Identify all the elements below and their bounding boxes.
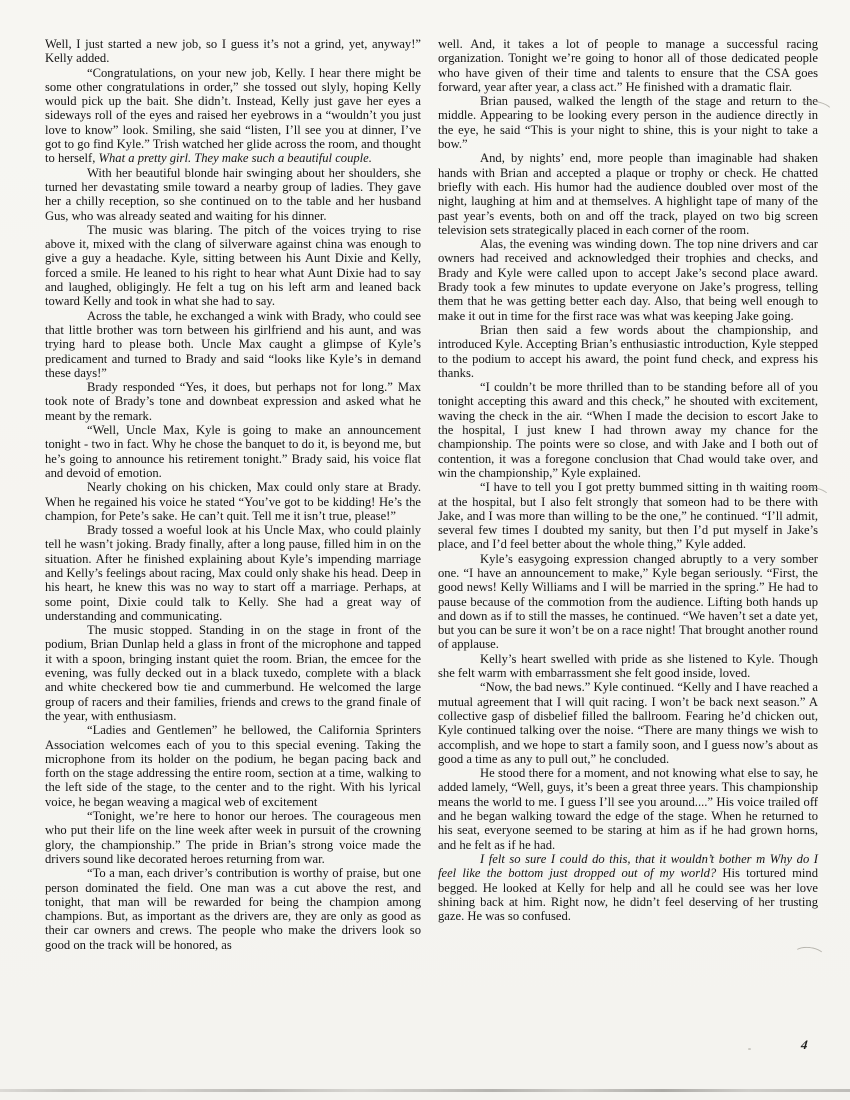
text-run: Well, I just started a new job, so I guess it’s not a grind, yet, anyway!” Kelly added. xyxy=(45,37,421,66)
text-run: Brady responded “Yes, it does, but perhaps not for long.” Max took note of Brady’s tone and downbeat expression and asked what he meant by the remark. xyxy=(45,380,421,423)
paragraph xyxy=(438,237,818,323)
paragraph xyxy=(438,37,818,94)
text-run: “Congratulations, on your new job, Kelly. I hear there might be some other congratulations in order,” she tossed out slyly, hoping Kelly would pick up the bait. She didn’t. Instead, Kelly just gave her eyes a sideways roll of the eyes and raised her eyebrows in a “wouldn’t you just love to know” look. Smiling, she said “listen, I’ll see you at dinner, I’ve got to go find Kyle.” Trish watched her glide across the room, and thought to herself, xyxy=(45,65,421,166)
paragraph xyxy=(45,623,421,723)
italic-text-run: What a pretty girl. They make such a beautiful couple. xyxy=(98,151,372,166)
page-number: 4 xyxy=(800,1037,809,1052)
text-run: He stood there for a moment, and not knowing what else to say, he added lamely, “Well, guys, it’s been a great three years. This championship means the world to me. I guess I’ll see you around....” His voice trailed off and he began walking toward the edge of the stage. When he returned to his seat, everyone seemed to be staring at him as if he had grown horns, and he felt as if he had. xyxy=(438,766,818,852)
paragraph xyxy=(438,94,818,151)
text-run: Nearly choking on his chicken, Max could only stare at Brady. When he regained his voice he stated “You’ve got to be kidding! He’s the champion, for Pete’s sake. He can’t quit. Tell me it isn’t true, please!” xyxy=(45,480,421,523)
paragraph xyxy=(438,652,818,681)
paragraph xyxy=(45,423,421,480)
text-run: Brady tossed a woeful look at his Uncle Max, who could plainly tell he wasn’t joking. Brady finally, after a long pause, filled him in on the situation. After he finished explaining about Kyle’s impending marriage and Kelly’s feelings about racing, Max could only shake his head. Deep in his heart, he knew this was no way to start off a marriage. Perhaps, at some point, Dixie could talk to Kelly. She had a great way of understanding and communicating. xyxy=(45,523,421,623)
text-run: With her beautiful blonde hair swinging about her shoulders, she turned her devastating smile toward a nearby group of ladies. They gave her a chilly reception, so she continued on to the table and her husband Gus, who was already seated and waiting for his dinner. xyxy=(45,165,421,223)
paragraph xyxy=(45,866,421,952)
text-run: Across the table, he exchanged a wink with Brady, who could see that little brother was torn between his girlfriend and his aunt, and was trying hard to please both. Uncle Max caught a glimpse of Kyle’s predicament and turned to Brady and said “looks like Kyle’s in demand these days!” xyxy=(45,308,421,380)
text-run: “I have to tell you I got pretty bummed sitting in th waiting room at the hospital, but I also felt strongly that someon had to be there with Jake, and I was more than willing to be the one,” he continued. “I’ll admit, several few times I doubted my sanity, but then I’d put myself in Jake’s place, and I’d feel better about the whole thing,” Kyle added. xyxy=(438,480,818,552)
text-run: And, by nights’ end, more people than imaginable had shaken hands with Brian and accepted a plaque or trophy or check. He chatted briefly with each. His humor had the audience doubled over most of the night, laughing at him and at themselves. A highlight tape of many of the past year’s events, both on and off the track, played on two big screen television sets strategically placed in each corner of the room. xyxy=(438,151,818,237)
text-run: “Well, Uncle Max, Kyle is going to make an announcement tonight - two in fact. Why he chose the banquet to do it, is beyond me, but he’s going to announce his retirement tonight.” Brady said, his voice flat and devoid of emotion. xyxy=(45,423,421,480)
paragraph xyxy=(438,852,818,923)
paragraph xyxy=(45,223,421,309)
text-run: The music stopped. Standing in on the stage in front of the podium, Brian Dunlap held a glass in front of the microphone and tapped it with a spoon, bringing instant quiet the room. Brian, the emcee for the evening, was fully decked out in a black tuxedo, complete with a black and white checkered bow tie and cummerbund. He welcomed the large group of racers and their families, friends and crews to the grand finale of the year, with enthusiasm. xyxy=(45,623,421,723)
paragraph xyxy=(438,680,818,766)
text-column-left xyxy=(45,37,421,952)
scan-edge-bar xyxy=(0,1089,850,1092)
text-run: His tortured mind begged. He looked at Kelly for help and all he could see was her love shining back at him. Right now, he didn’t feel deserving of her trusting gaze. He was so confused. xyxy=(438,866,818,924)
text-run: Kyle’s easygoing expression changed abruptly to a very somber one. “I have an announcement to make,” Kyle began seriously. “First, the good news! Kelly Williams and I will be married in the spring.” He had to pause because of the commotion from the audience. Lifting both hands up and down as if to still the masses, he continued. “We haven’t set a date yet, but you can be sure it won’t be on a race night! That brought another round of applause. xyxy=(438,551,818,652)
paragraph xyxy=(438,766,818,852)
paragraph xyxy=(438,323,818,380)
paragraph xyxy=(438,380,818,480)
paragraph xyxy=(438,552,818,652)
scan-curl-artifact xyxy=(792,945,826,965)
paragraph xyxy=(45,523,421,623)
text-run: Brian then said a few words about the championship, and introduced Kyle. Accepting Brian’s enthusiastic introduction, Kyle stepped to the podium to accept his award, the point fund check, and express his thanks. xyxy=(438,322,818,380)
paragraph xyxy=(45,166,421,223)
paragraph xyxy=(45,723,421,809)
text-column-right xyxy=(438,37,818,923)
text-run: “Tonight, we’re here to honor our heroes. The courageous men who put their life on the line week after week in pursuit of the crowning glory, the championship.” The pride in Brian’s strong voice made the drivers sound like decorated heroes returning from war. xyxy=(45,809,421,866)
text-run: “Ladies and Gentlemen” he bellowed, the California Sprinters Association welcomes each of you to this special evening. Taking the microphone from its holder on the podium, he began pacing back and forth on the stage addressing the entire room, section at a time, walking to the left side of the stage, to the center and to the right. With his lyrical voice, he began weaving a magical web of excitement xyxy=(45,723,421,809)
paragraph xyxy=(438,151,818,237)
text-run: Alas, the evening was winding down. The top nine drivers and car owners had received and acknowledged their trophies and checks, and Brady and Kyle were called upon to accept Jake’s second place award. Brady took a few minutes to update everyone on Jake’s progress, telling them that he was getting better each day. Also, that being well enough to make it out in time for the first race was what was keeping Jake going. xyxy=(438,237,818,323)
text-run: Brian paused, walked the length of the stage and return to the middle. Appearing to be looking every person in the audience directly in the eye, he said “This is your night to shine, this is your night to take a bow.” xyxy=(438,94,818,152)
paragraph xyxy=(45,37,421,66)
text-run: “Now, the bad news.” Kyle continued. “Kelly and I have reached a mutual agreement that I will quit racing. I won’t be back next season.” A collective gasp of disbelief filled the ballroom. Fearing he’d chicken out, Kyle continued talking over the noise. “There are many things we wish to accomplish, and we hope to start a family soon, and I guess now’s about as good a time as any to pull out,” he concluded. xyxy=(438,680,818,766)
paragraph xyxy=(45,809,421,866)
text-run: Kelly’s heart swelled with pride as she listened to Kyle. Though she felt warm with embarrassment she felt good inside, loved. xyxy=(438,651,818,681)
text-run: “I couldn’t be more thrilled than to be standing before all of you tonight accepting this award and this check,” he shouted with excitement, waving the check in the air. “When I made the decision to escort Jake to the hospital, I just knew I had thrown away my chance for the championship. The points were so close, and with Jake and I both out of contention, it was a foregone conclusion that Chad would take over, and win the championship,” Kyle explained. xyxy=(438,380,818,480)
paragraph xyxy=(45,380,421,423)
paragraph xyxy=(45,309,421,380)
italic-text-run: I felt so sure I could do this, that it wouldn’t bother m Why do I feel like the bottom just dropped out of my world? xyxy=(438,851,818,881)
paragraph xyxy=(45,480,421,523)
scan-speck-artifact xyxy=(748,1048,751,1050)
paragraph xyxy=(438,480,818,551)
text-run: “To a man, each driver’s contribution is worthy of praise, but one person dominated the field. One man was a cut above the rest, and tonight, that man will be rewarded for being the champion among champions. But, as important as the drivers are, they are only as good as their car owners and crews. The people who make the drivers look so good on the track will be honored, as xyxy=(45,866,421,952)
paragraph xyxy=(45,66,421,166)
text-run: well. And, it takes a lot of people to manage a successful racing organization. Tonight we’re going to honor all of those dedicated people who have given of their time and talents to ensure that the CSA goes forward, year after year, a class act.” He finished with a dramatic flair. xyxy=(438,37,818,94)
text-run: The music was blaring. The pitch of the voices trying to rise above it, mixed with the clang of silverware against china was enough to give a guy a headache. Kyle, sitting between his Aunt Dixie and Kelly, forced a smile. He leaned to his right to hear what Aunt Dixie had to say and laughed, obligingly. He felt a tug on his left arm and leaned back toward Kelly and took in what she had to say. xyxy=(45,222,421,309)
